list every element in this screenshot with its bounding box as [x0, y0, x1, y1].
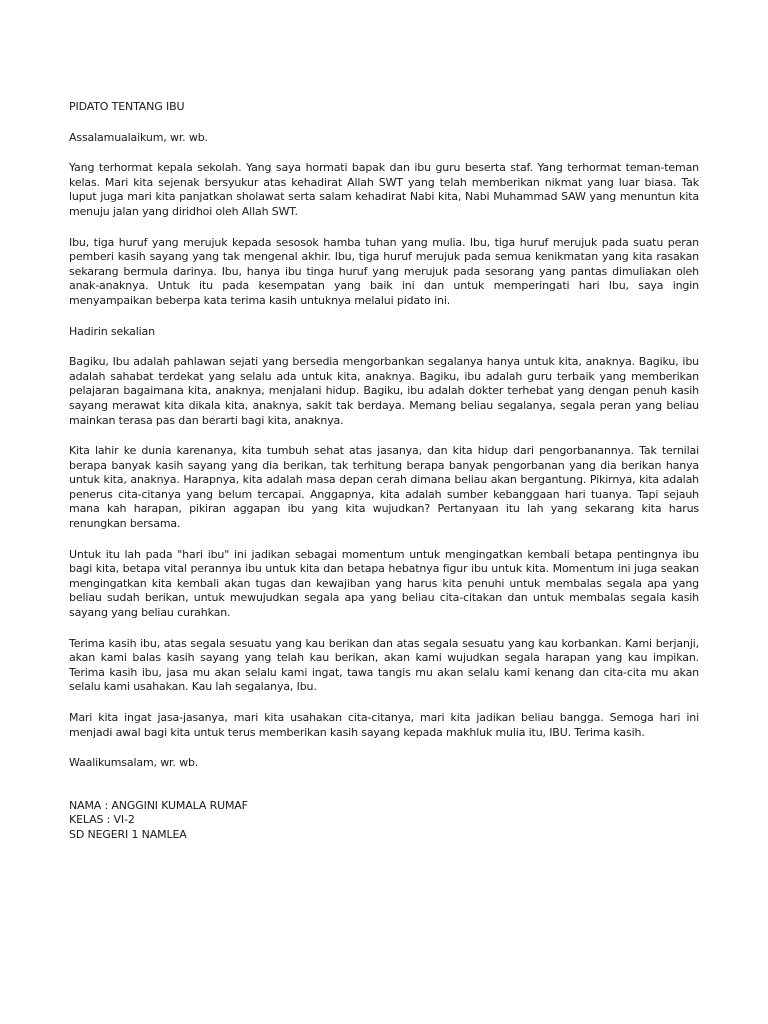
closing-salutation: Waalikumsalam, wr. wb. [69, 756, 199, 770]
paragraph-mari-kita-ingat: Mari kita ingat jasa-jasanya, mari kita usahakan cita-citanya, mari kita jadikan beliau bangga. Semoga hari ini menjadi awal bagi kita untuk terus memberikan kasih sayang kepada makhluk mulia itu, IBU. Terima kasih. [69, 711, 699, 739]
document-title: PIDATO TENTANG IBU [69, 100, 185, 113]
paragraph-ibu-tiga-huruf: Ibu, tiga huruf yang merujuk kepada sesosok hamba tuhan yang mulia. Ibu, tiga huruf merujuk pada suatu peran pemberi kasih sayang yang tak mengenal akhir. Ibu, tiga huruf merujuk pada semua kenikmatan yang kita rasakan sekarang bermula darinya. Ibu, hanya ibu tinga huruf yang merujuk pada sesorang yang pantas dimuliakan oleh anak-anaknya. Untuk itu pada kesempatan yang baik ini dan untuk memperingati hari Ibu, saya ingin menyampaikan beberpa kata terima kasih untuknya melalui pidato ini. [69, 235, 699, 307]
paragraph-hadirin: Hadirin sekalian [69, 324, 155, 338]
paragraph-terima-kasih: Terima kasih ibu, atas segala sesuatu yang kau berikan dan atas segala sesuatu yang kau korbankan. Kami berjanji, akan kami balas kasih sayang yang telah kau berikan, akan kami wujudkan segala harapan yang kau impikan. Terima kasih ibu, jasa mu akan selalu kami ingat, tawa tangis mu akan selalu kami kenang dan cita-cita mu akan selalu kami usahakan. Kau lah segalanya, Ibu. [69, 636, 699, 694]
signature-school: SD NEGERI 1 NAMLEA [69, 827, 187, 841]
paragraph-hari-ibu: Untuk itu lah pada "hari ibu" ini jadikan sebagai momentum untuk mengingatkan kembali betapa pentingnya ibu bagi kita, betapa vital perannya ibu untuk kita dan betapa hebatnya figur ibu untuk kita. Momentum ini juga seakan mengingatkan kita kembali akan tugas dan kewajiban yang harus kita penuhi untuk membalas segala apa yang beliau sudah berikan, untuk mewujudkan segala apa yang beliau cita-citakan dan untuk membalas segala kasih sayang yang beliau curahkan. [69, 547, 699, 620]
document-body [69, 100, 699, 843]
greeting: Assalamualaikum, wr. wb. [69, 130, 208, 144]
paragraph-bagiku: Bagiku, Ibu adalah pahlawan sejati yang bersedia mengorbankan segalanya hanya untuk kita, anaknya. Bagiku, ibu adalah sahabat terdekat yang selalu ada untuk kita, anaknya. Bagiku, ibu adalah guru terbaik yang memberikan pelajaran bagaimana kita, anaknya, menjalani hidup. Bagiku, ibu adalah dokter terhebat yang dengan penuh kasih sayang merawat kita dikala kita, anaknya, sakit tak berdaya. Memang beliau segalanya, segala peran yang beliau mainkan terasa pas dan berarti bagi kita, anaknya. [69, 355, 699, 427]
paragraph-opening: Yang terhormat kepala sekolah. Yang saya hormati bapak dan ibu guru beserta staf. Yang terhormat teman-teman kelas. Mari kita sejenak bersyukur atas kehadirat Allah SWT yang telah memberikan nikmat yang luar biasa. Tak luput juga mari kita panjatkan sholawat serta salam kehadirat Nabi kita, Nabi Muhammad SAW yang menuntun kita menuju jalan yang diridhoi oleh Allah SWT. [69, 161, 699, 218]
signature-name: NAMA : ANGGINI KUMALA RUMAF [69, 798, 248, 812]
signature-class: KELAS : VI-2 [69, 813, 135, 827]
signature-block [69, 799, 699, 843]
paragraph-kita-lahir: Kita lahir ke dunia karenanya, kita tumbuh sehat atas jasanya, dan kita hidup dari pengorbanannya. Tak ternilai berapa banyak kasih sayang yang dia berikan, tak terhitung berapa banyak pengorbanan yang dia berikan hanya untuk kita, anaknya. Harapnya, kita adalah masa depan cerah dimana beliau akan bergantung. Pikirnya, kita adalah penerus cita-citanya yang belum tercapai. Anggapnya, kita adalah sumber kebanggaan hari tuanya. Tapi sejauh mana kah harapan, pikiran aggapan ibu yang kita wujudkan? Pertanyaan itu lah yang sekarang kita harus renungkan bersama. [69, 444, 699, 531]
